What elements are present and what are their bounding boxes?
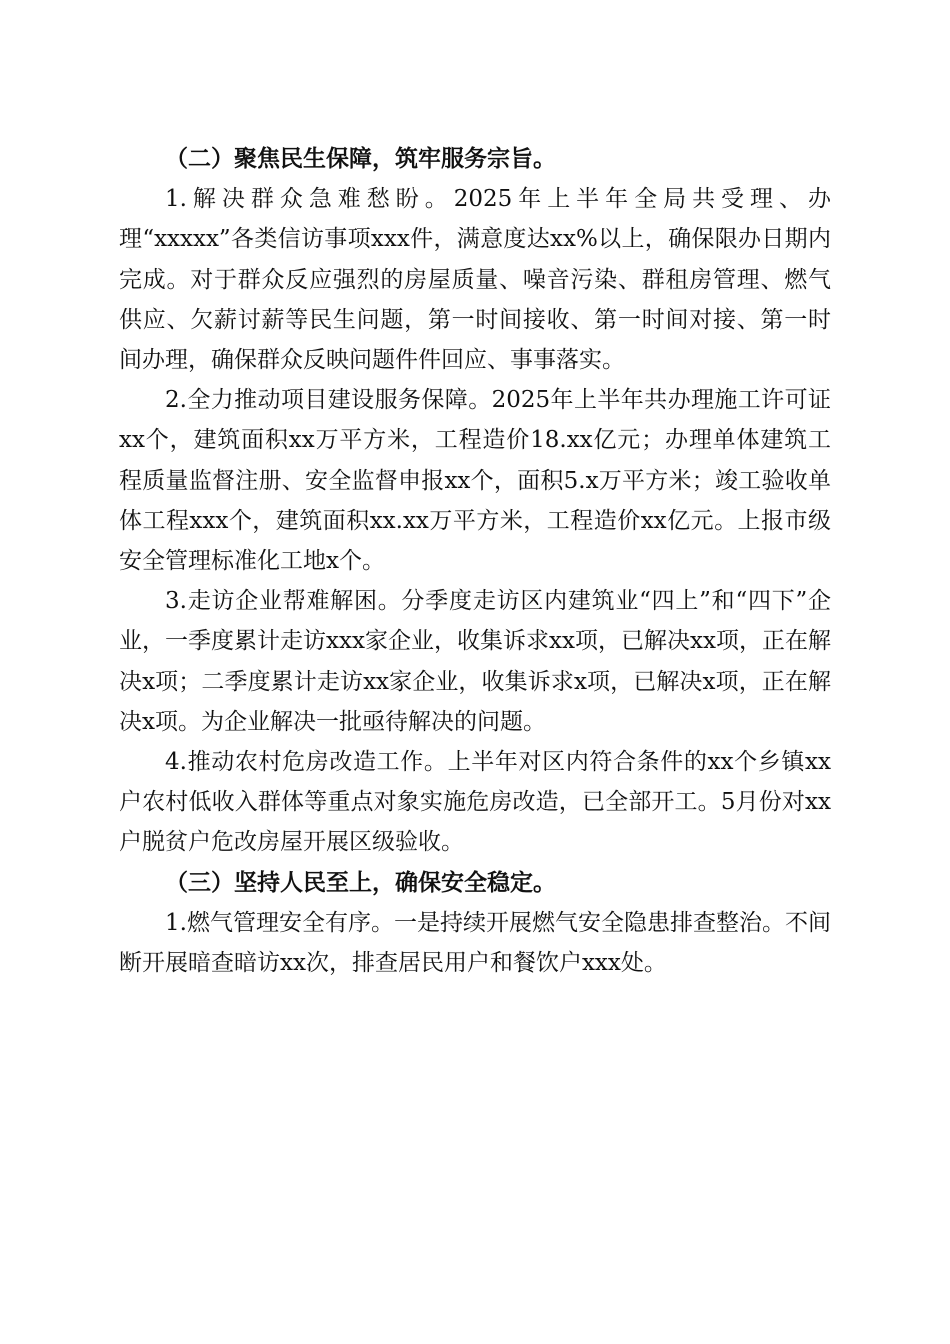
section-heading-3: （三）坚持人民至上，确保安全稳定。: [165, 868, 556, 896]
paragraph-item-3: 3.走访企业帮难解困。分季度走访区内建筑业“四上”和“四下”企业，一季度累计走访xxx家企业，收集诉求xx项，已解决xx项，正在解决x项；二季度累计走访xx家企业，收集诉求x项，已解决x项，正在解决x项。为企业解决一批亟待解决的问题。: [119, 588, 831, 735]
paragraph-item-5: 1.燃气管理安全有序。一是持续开展燃气安全隐患排查整治。不间断开展暗查暗访xx次，排查居民用户和餐饮户xxx处。: [119, 909, 831, 977]
paragraph-item-4: 4.推动农村危房改造工作。上半年对区内符合条件的xx个乡镇xx户农村低收入群体等重点对象实施危房改造，已全部开工。5月份对xx户脱贫户危改房屋开展区级验收。: [119, 749, 831, 856]
section-heading-2: （二）聚焦民生保障，筑牢服务宗旨。: [165, 145, 556, 172]
document-body: [119, 139, 831, 983]
paragraph-item-1: 1.解决群众急难愁盼。2025年上半年全局共受理、办理“xxxxx”各类信访事项xxx件，满意度达xx%以上，确保限办日期内完成。对于群众反应强烈的房屋质量、噪音污染、群租房管理、燃气供应、欠薪讨薪等民生问题，第一时间接收、第一时间对接、第一时间办理，确保群众反映问题件件回应、事事落实。: [119, 186, 831, 374]
paragraph-item-2: 2.全力推动项目建设服务保障。2025年上半年共办理施工许可证xx个，建筑面积xx万平方米，工程造价18.xx亿元；办理单体建筑工程质量监督注册、安全监督申报xx个，面积5.x万平方米；竣工验收单体工程xxx个，建筑面积xx.xx万平方米，工程造价xx亿元。上报市级安全管理标准化工地x个。: [119, 387, 831, 575]
